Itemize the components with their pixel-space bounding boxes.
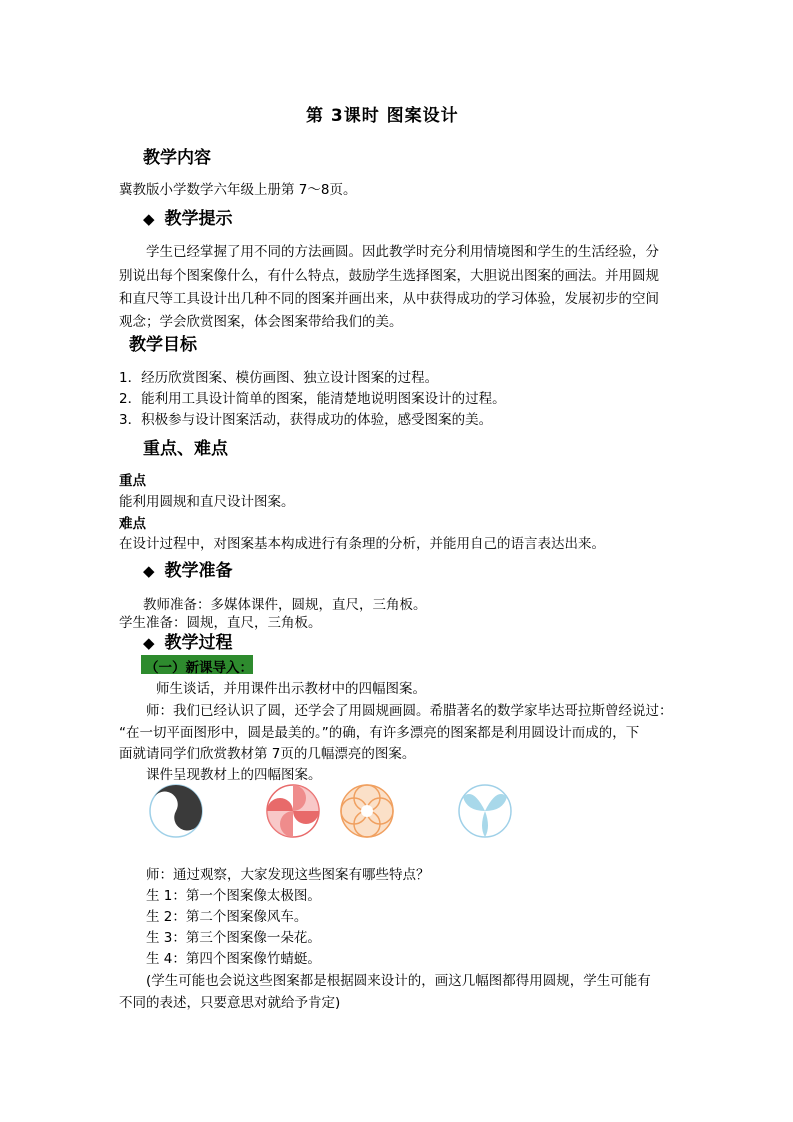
difficulty-text: 在设计过程中，对图案基本构成进行有条理的分析，并能用自己的语言表达出来。	[119, 536, 605, 552]
dialogue-line: 不同的表述，只要意思对就给予肯定)	[119, 995, 341, 1011]
heading-prep-label: 教学准备	[164, 561, 233, 581]
page-title: 第 3课时 图案设计	[306, 106, 459, 126]
dialogue-line: 生 2：第二个图案像风车。	[146, 909, 308, 925]
sub-heading-highlight	[141, 655, 253, 674]
content-text: 冀教版小学数学六年级上册第 7～8页。	[119, 182, 357, 198]
hints-line: 别说出每个图案像什么，有什么特点，鼓励学生选择图案，大胆说出图案的画法。并用圆规	[119, 268, 659, 284]
sub-heading-new-lesson: （一）新课导入：	[145, 660, 253, 676]
heading-hints-label: 教学提示	[164, 209, 233, 229]
focus-label: 重点	[119, 473, 146, 489]
flower-icon	[339, 783, 395, 839]
goal-item: 1．经历欣赏图案、模仿画图、独立设计图案的过程。	[119, 370, 439, 386]
diamond-bullet-icon: ◆	[143, 562, 155, 580]
heading-goals: 教学目标	[129, 335, 197, 355]
difficulty-label: 难点	[119, 516, 146, 532]
heading-prep	[143, 562, 233, 580]
dialogue-line: 生 1：第一个图案像太极图。	[146, 888, 321, 904]
dialogue-line: 生 4：第四个图案像竹蜻蜓。	[146, 951, 321, 967]
heading-hints	[143, 210, 233, 228]
process-line: “在一切平面图形中，圆是最美的。”的确，有许多漂亮的图案都是利用圆设计而成的，下	[119, 725, 640, 741]
process-line: 师：我们已经认识了圆，还学会了用圆规画圆。希腊著名的数学家毕达哥拉斯曾经说过：	[146, 703, 673, 719]
windmill-icon	[265, 783, 321, 839]
goal-item: 3．积极参与设计图案活动，获得成功的体验，感受图案的美。	[119, 412, 493, 428]
goal-item: 2．能利用工具设计简单的图案，能清楚地说明图案设计的过程。	[119, 391, 506, 407]
hints-line: 和直尺等工具设计出几种不同的图案并画出来，从中获得成功的学习体验，发展初步的空间	[119, 291, 659, 307]
heading-process	[143, 634, 233, 652]
process-line: 课件呈现教材上的四幅图案。	[146, 767, 322, 783]
dialogue-line: 生 3：第三个图案像一朵花。	[146, 930, 321, 946]
dialogue-line: 师：通过观察，大家发现这些图案有哪些特点？	[146, 867, 430, 883]
dragonfly-icon	[457, 783, 513, 839]
focus-text: 能利用圆规和直尺设计图案。	[119, 494, 295, 510]
heading-key: 重点、难点	[143, 439, 228, 459]
diamond-bullet-icon: ◆	[143, 634, 155, 652]
process-line: 面就请同学们欣赏教材第 7页的几幅漂亮的图案。	[119, 746, 416, 762]
heading-content: 教学内容	[143, 148, 211, 168]
process-line: 师生谈话，并用课件出示教材中的四幅图案。	[156, 681, 426, 697]
prep-student: 学生准备：圆规，直尺，三角板。	[119, 615, 322, 631]
hints-line: 观念；学会欣赏图案，体会图案带给我们的美。	[119, 314, 403, 330]
heading-process-label: 教学过程	[164, 633, 233, 653]
prep-teacher: 教师准备：多媒体课件，圆规，直尺，三角板。	[143, 597, 427, 613]
diamond-bullet-icon: ◆	[143, 210, 155, 228]
dialogue-line: (学生可能也会说这些图案都是根据圆来设计的，画这几幅图都得用圆规，学生可能有	[146, 973, 651, 989]
taiji-icon	[148, 783, 204, 839]
hints-line: 学生已经掌握了用不同的方法画圆。因此教学时充分利用情境图和学生的生活经验，分	[146, 244, 659, 260]
